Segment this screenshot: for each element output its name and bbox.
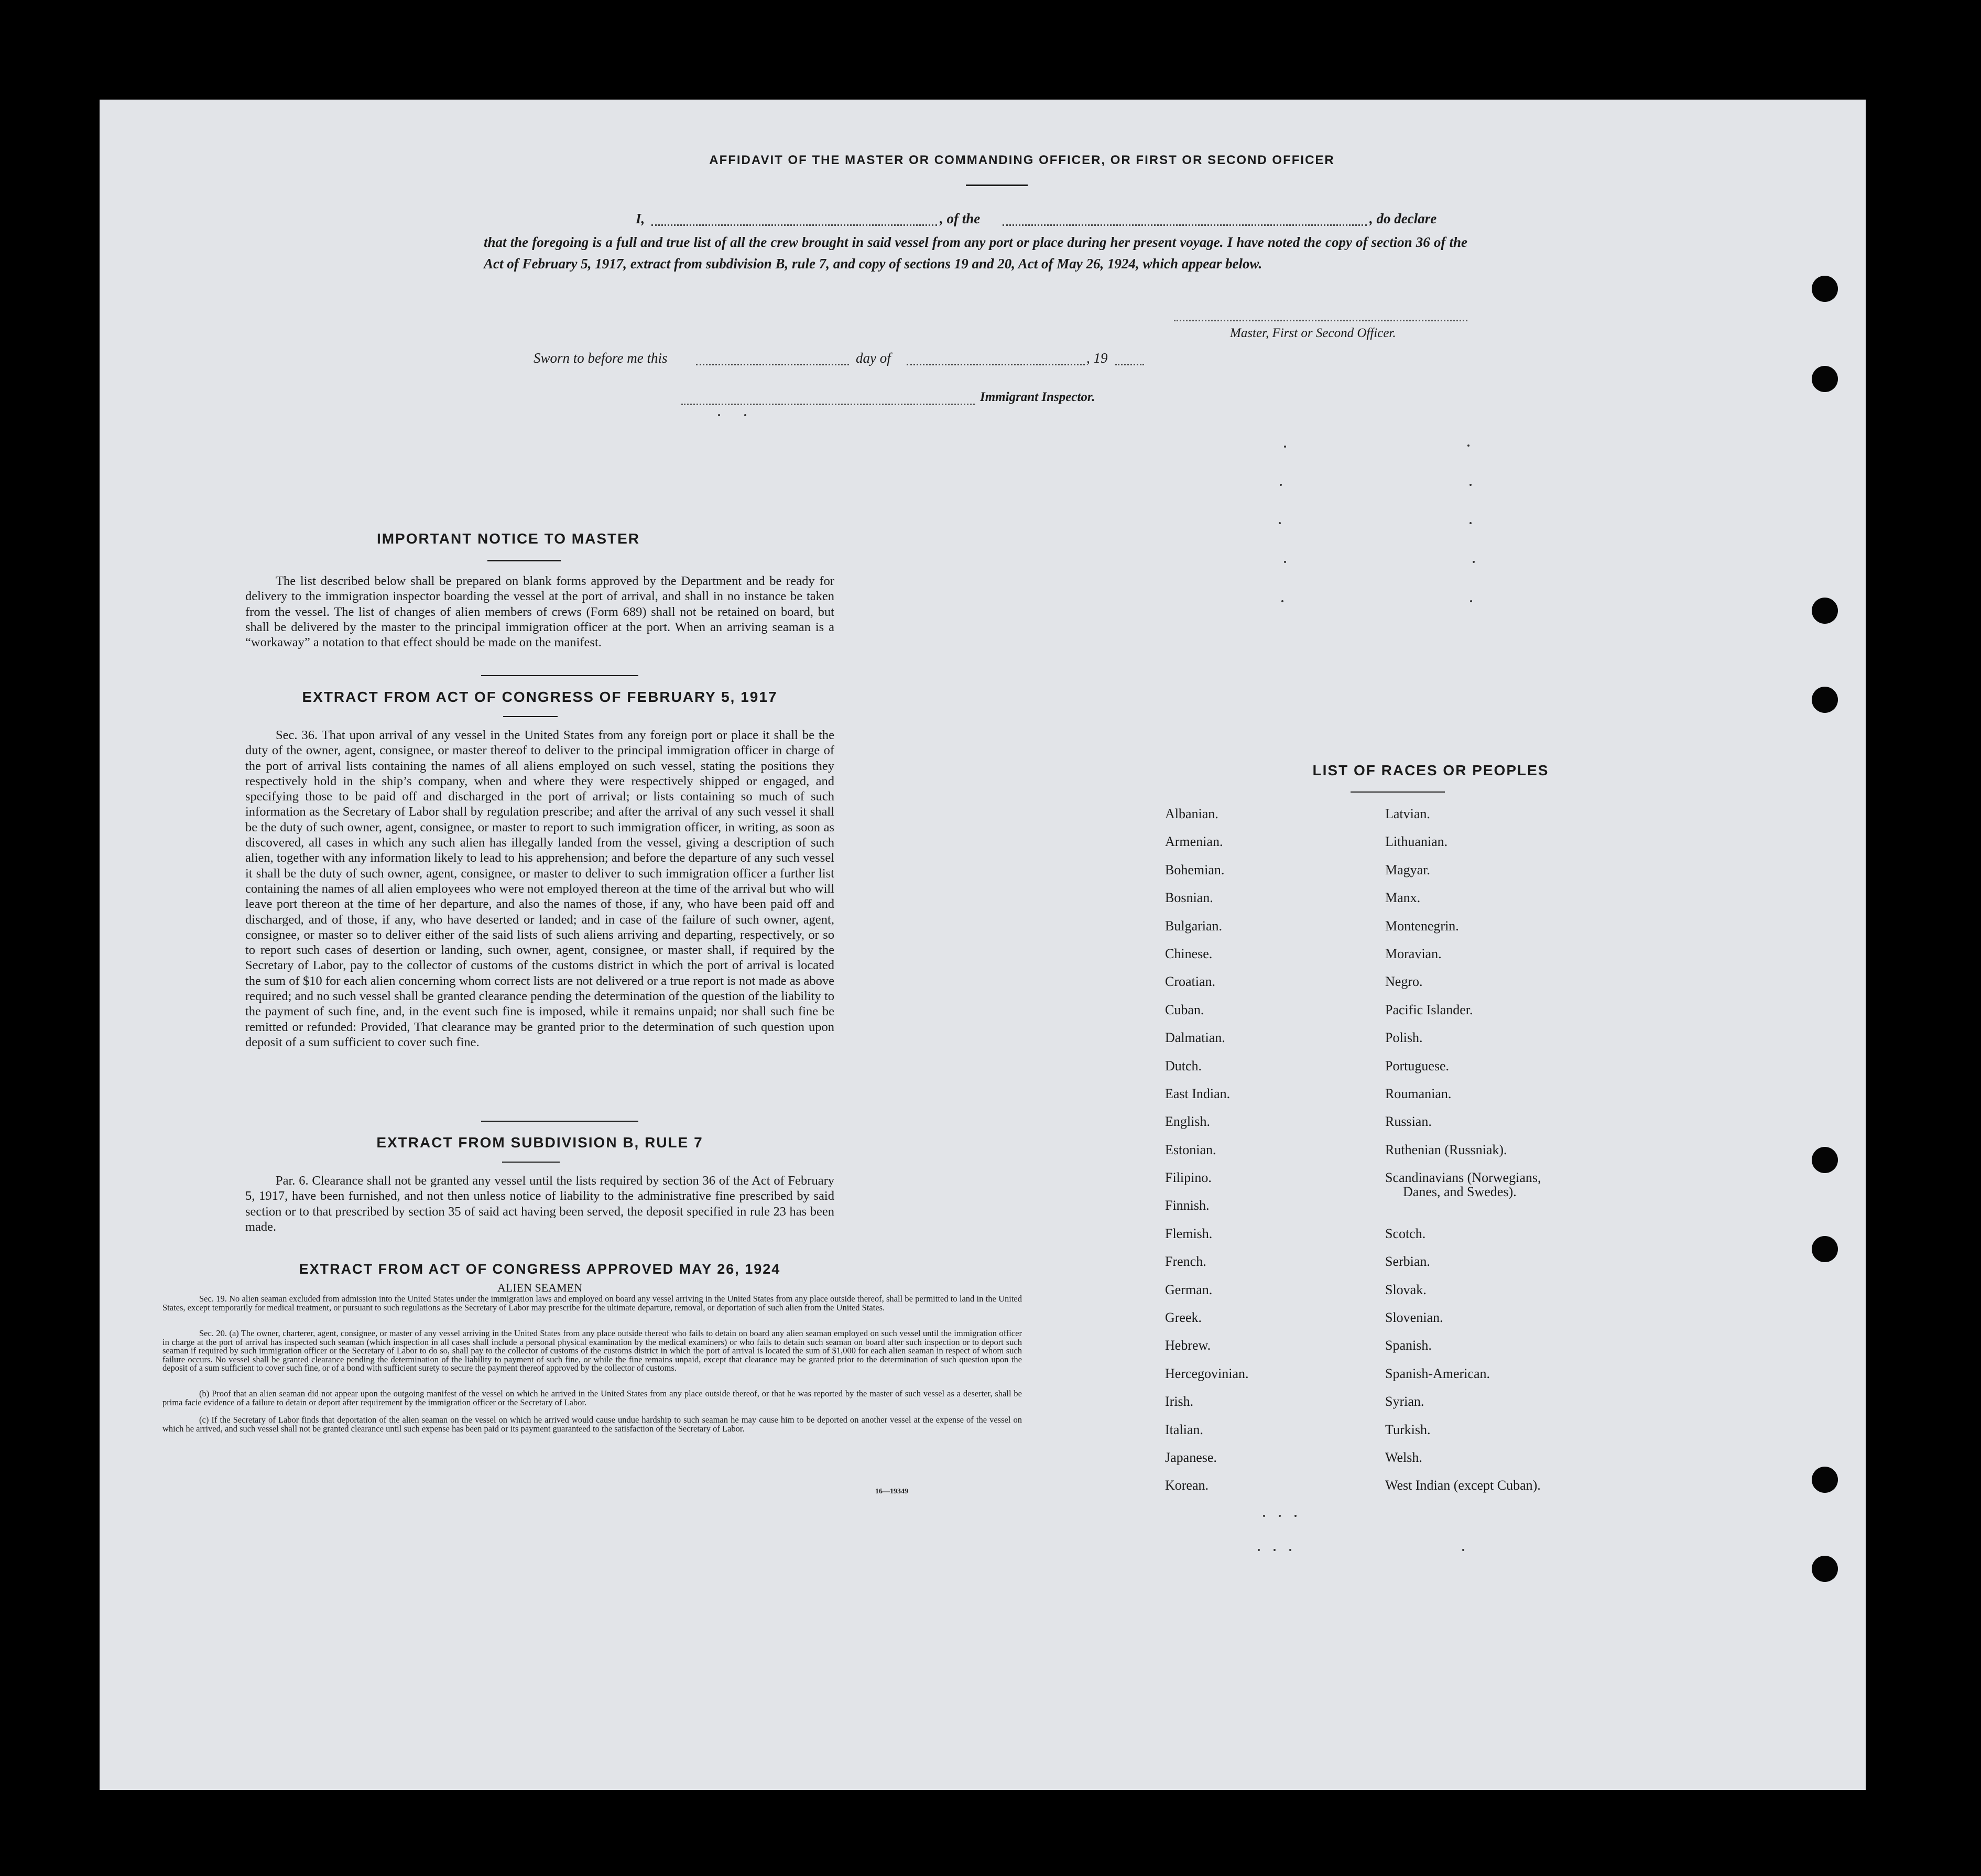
affidavit-line1 [484,211,1574,229]
race-item: Roumanian. [1385,1086,1452,1101]
race-item: Bohemian. [1165,862,1225,877]
speck [1289,1549,1291,1551]
extract-1924-sec19: Sec. 19. No alien seaman excluded from admission into the United States under the immigration laws and employed on board any vessel arriving in the United States from any place outside thereof, shall be permitted to land in the United States, except temporarily for medical treatment, or pursuant to such regulations as the Secretary of Labor may prescribe for the ultimate departure, removal, or deportation of such alien from the United States. [162,1294,1022,1313]
race-item [1385,1198,1541,1226]
divider [481,1121,638,1122]
race-item: Russian. [1385,1114,1432,1130]
race-item: Irish. [1165,1394,1194,1409]
subdivision-title: EXTRACT FROM SUBDIVISION B, RULE 7 [376,1134,703,1151]
punch-hole [1812,1467,1838,1493]
punch-hole [1812,1236,1838,1262]
punch-hole [1812,1556,1838,1582]
race-item: Manx. [1385,890,1421,906]
race-item: Croatian. [1165,974,1216,990]
extract-1924-subtitle: ALIEN SEAMEN [497,1281,582,1294]
punch-hole [1812,276,1838,302]
affidavit-declare: , do declare [1369,211,1437,226]
race-item: Montenegrin. [1385,918,1459,934]
race-item: Armenian. [1165,834,1223,850]
punch-hole [1812,598,1838,624]
race-item: Bulgarian. [1165,918,1223,934]
race-item: Slovenian. [1385,1310,1443,1326]
race-item: Greek. [1165,1310,1202,1326]
dotted-line [1115,364,1144,365]
race-item: Slovak. [1385,1282,1427,1297]
speck [1280,484,1282,486]
extract-1924-sec20b: (b) Proof that an alien seaman did not appear upon the outgoing manifest of the vessel on which he arrived in the United States from any place outside thereof, or that he was reported by the master of such vessel as a deserter, shall be prima facie evidence of a failure to detain or deport after requirement by the immigration officer or the Secretary of Labor. [162,1389,1022,1407]
race-item: Pacific Islander. [1385,1002,1473,1017]
speck [1263,1515,1265,1517]
dotted-line [681,404,975,405]
extract-1924-sec20c: (c) If the Secretary of Labor finds that deportation of the alien seaman on the vessel on which he arrived would cause undue hardship to such seaman he may cause him to be deported on another vessel at the expense of the vessel on which he arrived, and such vessel shall not be granted clearance until such expense has been paid or its payment guaranteed to the satisfaction of the Secretary of Labor. [162,1415,1022,1434]
races-left-column [1165,806,1249,1506]
dotted-line [907,364,1085,365]
race-item: Italian. [1165,1422,1203,1437]
subdivision-body: Par. 6. Clearance shall not be granted any vessel until the lists required by section 36 of the Act of February 5, 1917, have been furnished, and not then unless notice of liability to the administrative fine prescribed by said section or to that prescribed by section 35 of said act having been served, the deposit specified in rule 23 has been made. [245,1174,834,1234]
dotted-line [651,224,937,226]
speck [1473,561,1475,563]
speck [1470,600,1472,602]
speck [1281,600,1283,602]
sworn-line [534,350,1267,369]
dotted-line [1003,224,1367,226]
race-item: Spanish-American. [1385,1365,1490,1381]
speck [1279,1515,1281,1517]
speck [744,414,746,416]
race-item: Welsh. [1385,1449,1422,1465]
dotted-line [1174,320,1467,321]
race-item: Dutch. [1165,1058,1202,1073]
day-of-text: day of [856,350,891,366]
document-sheet [100,100,1866,1790]
race-item: English. [1165,1114,1210,1130]
punch-hole [1812,687,1838,713]
race-item: Spanish. [1385,1338,1432,1353]
notice-title: IMPORTANT NOTICE TO MASTER [376,530,640,547]
races-title: LIST OF RACES OR PEOPLES [1312,762,1549,778]
speck [1467,444,1470,447]
dotted-line [696,364,849,365]
divider [966,185,1028,186]
race-item: Portuguese. [1385,1058,1450,1073]
race-item: German. [1165,1282,1213,1297]
race-item: Negro. [1385,974,1423,990]
affidavit-title: AFFIDAVIT OF THE MASTER OR COMMANDING OFFICER, OR FIRST OR SECOND OFFICER [709,153,1335,167]
race-item: East Indian. [1165,1086,1231,1101]
speck [1284,561,1286,563]
race-item: Scandinavians (Norwegians, [1385,1170,1541,1186]
extract-1924-sec20a: Sec. 20. (a) The owner, charterer, agent, consignee, or master of any vessel arriving in the United States from any place outside thereof who fails to detain on board any alien seaman employed on such vessel until the immigration officer in charge at the port of arrival has inspected such seaman (which inspection in all cases shall include a personal physical examination by the medical examiners) or who fails to detain such seaman on board after such inspection or to deport such seaman if required by such immigration officer or the Secretary of Labor to do so, shall pay to the collector of customs of the customs district in which the port of arrival is located the sum of $1,000 for each alien seaman in respect of whom such failure occurs. No vessel shall be granted clearance pending the determination of the liability to payment of such fine, or while the fine remains unpaid, except that clearance may be granted prior to the determination of such question upon the deposit of a sum sufficient to cover such fine, or of a bond with sufficient surety to secure the payment thereof approved by the collector of customs. [162,1328,1022,1373]
race-item: Lithuanian. [1385,834,1448,850]
race-item: West Indian (except Cuban). [1385,1478,1541,1493]
speck [1273,1549,1276,1551]
race-item: Japanese. [1165,1449,1217,1465]
speck [1258,1549,1260,1551]
speck [1284,446,1286,448]
race-item: Korean. [1165,1478,1209,1493]
speck [1462,1549,1464,1551]
race-item: Serbian. [1385,1254,1430,1270]
speck [1470,522,1472,524]
form-number: 16—19349 [875,1488,908,1495]
race-item: Moravian. [1385,946,1442,961]
race-item: Syrian. [1385,1394,1424,1409]
race-item: Cuban. [1165,1002,1204,1017]
master-signature-label: Master, First or Second Officer. [1230,326,1396,340]
race-item: Albanian. [1165,806,1218,821]
race-item: Hercegovinian. [1165,1365,1249,1381]
extract-1917-title: EXTRACT FROM ACT OF CONGRESS OF FEBRUARY 5, 1917 [302,689,778,705]
race-item: Turkish. [1385,1422,1431,1437]
divider [503,716,558,717]
race-item: Latvian. [1385,806,1430,821]
divider [487,560,561,561]
speck [1279,522,1281,524]
speck [1294,1515,1297,1517]
race-item: French. [1165,1254,1206,1270]
divider [481,675,638,676]
notice-body: The list described below shall be prepared on blank forms approved by the Department and be ready for delivery to the immigration inspector boarding the vessel at the port of arrival, and shall in no instance be taken from the vessel. The list of changes of alien members of crews (Form 689) shall not be retained on board, but shall be delivered by the master to the principal immigration officer at the port. When an arriving seaman is a “workaway” a notation to that effect should be made on the manifest. [245,574,834,650]
punch-hole [1812,1147,1838,1173]
race-item: Chinese. [1165,946,1213,961]
inspector-signature-label: Immigrant Inspector. [980,390,1095,404]
race-item: Scotch. [1385,1226,1426,1241]
race-item: Estonian. [1165,1142,1216,1157]
affidavit-i: I, [636,211,645,226]
race-item-continuation: Danes, and Swedes). [1403,1184,1517,1199]
year-text: , 19 [1086,350,1108,366]
race-item: Dalmatian. [1165,1030,1225,1046]
sworn-text: Sworn to before me this [534,350,668,366]
extract-1924-title: EXTRACT FROM ACT OF CONGRESS APPROVED MAY 26, 1924 [299,1261,781,1277]
race-item: Filipino. [1165,1170,1212,1186]
speck [1470,484,1472,486]
race-item: Ruthenian (Russniak). [1385,1142,1507,1157]
affidavit-body: that the foregoing is a full and true list of all the crew brought in said vessel from any port or place during her present voyage. I have noted the copy of section 36 of the Act of February 5, 1917, extract from subdivision B, rule 7, and copy of sections 19 and 20, Act of May 26, 1924, which appear below. [484,234,1467,272]
race-item: Hebrew. [1165,1338,1211,1353]
affidavit-of-the: , of the [940,211,981,226]
race-item: Polish. [1385,1030,1423,1046]
race-item: Flemish. [1165,1226,1213,1241]
race-item: Bosnian. [1165,890,1213,906]
speck [718,414,720,416]
races-right-column [1385,806,1541,1506]
race-item: Finnish. [1165,1198,1210,1213]
race-item: Magyar. [1385,862,1430,877]
punch-hole [1812,366,1838,392]
divider [502,1162,560,1163]
divider [1351,791,1445,793]
extract-1917-body: Sec. 36. That upon arrival of any vessel in the United States from any foreign port or place it shall be the duty of the owner, agent, consignee, or master thereof to deliver to the principal immigration officer in charge of the port of arrival lists containing the names of all aliens employed on such vessel, stating the positions they respectively hold in the ship’s company, when and where they were respectively shipped or engaged, and specifying those to be paid off and discharged in the port of arrival; or lists containing so much of such information as the Secretary of Labor shall by regulation prescribe; and after the arrival of any such vessel it shall be the duty of such owner, agent, consignee, or master to report to such immigration officer, in writing, as soon as discovered, all cases in which any such alien has illegally landed from the vessel, giving a description of such alien, together with any information likely to lead to his apprehension; and before the departure of any such vessel it shall be the duty of such owner, agent, consignee, or master to deliver to such immigration officer a further list containing the names of all alien employees who were not employed thereon at the time of the arrival but who will leave port thereon at the time of her departure, and also the names of those, if any, who have been paid off and discharged, and of those, if any, who have deserted or landed; and in case of the failure of such owner, agent, consignee, or master so to deliver either of the said lists of such aliens arriving and departing, respectively, or so to report such cases of desertion or landing, such owner, agent, consignee, or master shall, if required by the Secretary of Labor, pay to the collector of customs of the customs district in which the port of arrival is located the sum of $10 for each alien concerning whom correct lists are not delivered or a true report is not made as above required; and no such vessel shall be granted clearance pending the determination of the question of the liability to the payment of such fine, and, in the event such fine is imposed, while it remains unpaid; nor shall such fine be remitted or refunded: Provided, That clearance may be granted prior to the determination of such question upon deposit of a sum sufficient to cover such fine. [245,728,834,1049]
